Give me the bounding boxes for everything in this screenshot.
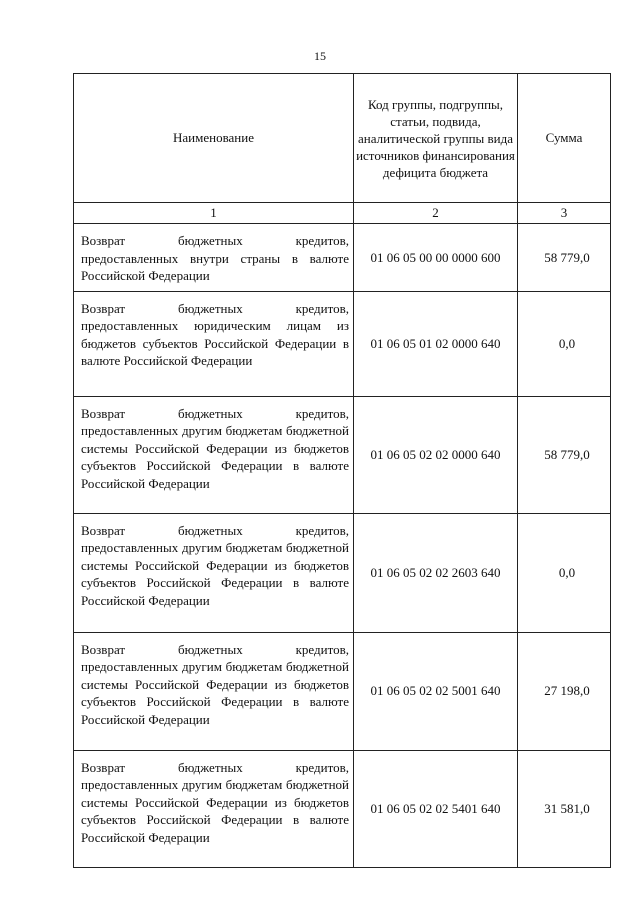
row-name: Возврат бюджетных кредитов, предоставленных другим бюджетам бюджетной системы Российской Федерации из бюджетов субъектов Российской Федерации в валюте Российской Федерации	[74, 632, 354, 750]
row-code: 01 06 05 02 02 5001 640	[354, 632, 518, 750]
row-sum: 27 198,0	[518, 632, 611, 750]
table-row	[74, 396, 611, 513]
row-code: 01 06 05 02 02 0000 640	[354, 396, 518, 513]
header-sum: Сумма	[518, 74, 611, 203]
page-number: 15	[314, 49, 326, 63]
row-code: 01 06 05 00 00 0000 600	[354, 224, 518, 292]
row-sum: 58 779,0	[518, 396, 611, 513]
table-header-row	[74, 74, 611, 203]
row-sum: 0,0	[518, 513, 611, 632]
column-number: 2	[354, 203, 518, 224]
row-sum: 0,0	[518, 291, 611, 396]
budget-sources-table	[73, 73, 611, 868]
row-sum: 58 779,0	[518, 224, 611, 292]
row-sum: 31 581,0	[518, 750, 611, 867]
row-code: 01 06 05 02 02 5401 640	[354, 750, 518, 867]
table-row	[74, 632, 611, 750]
row-name: Возврат бюджетных кредитов, предоставленных другим бюджетам бюджетной системы Российской Федерации из бюджетов субъектов Российской Федерации в валюте Российской Федерации	[74, 396, 354, 513]
column-numbers-row	[74, 203, 611, 224]
column-number: 3	[518, 203, 611, 224]
row-code: 01 06 05 01 02 0000 640	[354, 291, 518, 396]
table-row	[74, 224, 611, 292]
table-row	[74, 513, 611, 632]
table-row	[74, 291, 611, 396]
table-row	[74, 750, 611, 867]
header-name: Наименование	[74, 74, 354, 203]
row-name: Возврат бюджетных кредитов, предоставленных внутри страны в валюте Российской Федерации	[74, 224, 354, 292]
header-code: Код группы, подгруппы, статьи, подвида, аналитической группы вида источников финансирования дефицита бюджета	[354, 74, 518, 203]
row-name: Возврат бюджетных кредитов, предоставленных юридическим лицам из бюджетов субъектов Российской Федерации в валюте Российской Федерации	[74, 291, 354, 396]
row-name: Возврат бюджетных кредитов, предоставленных другим бюджетам бюджетной системы Российской Федерации из бюджетов субъектов Российской Федерации в валюте Российской Федерации	[74, 513, 354, 632]
column-number: 1	[74, 203, 354, 224]
row-code: 01 06 05 02 02 2603 640	[354, 513, 518, 632]
row-name: Возврат бюджетных кредитов, предоставленных другим бюджетам бюджетной системы Российской Федерации из бюджетов субъектов Российской Федерации в валюте Российской Федерации	[74, 750, 354, 867]
